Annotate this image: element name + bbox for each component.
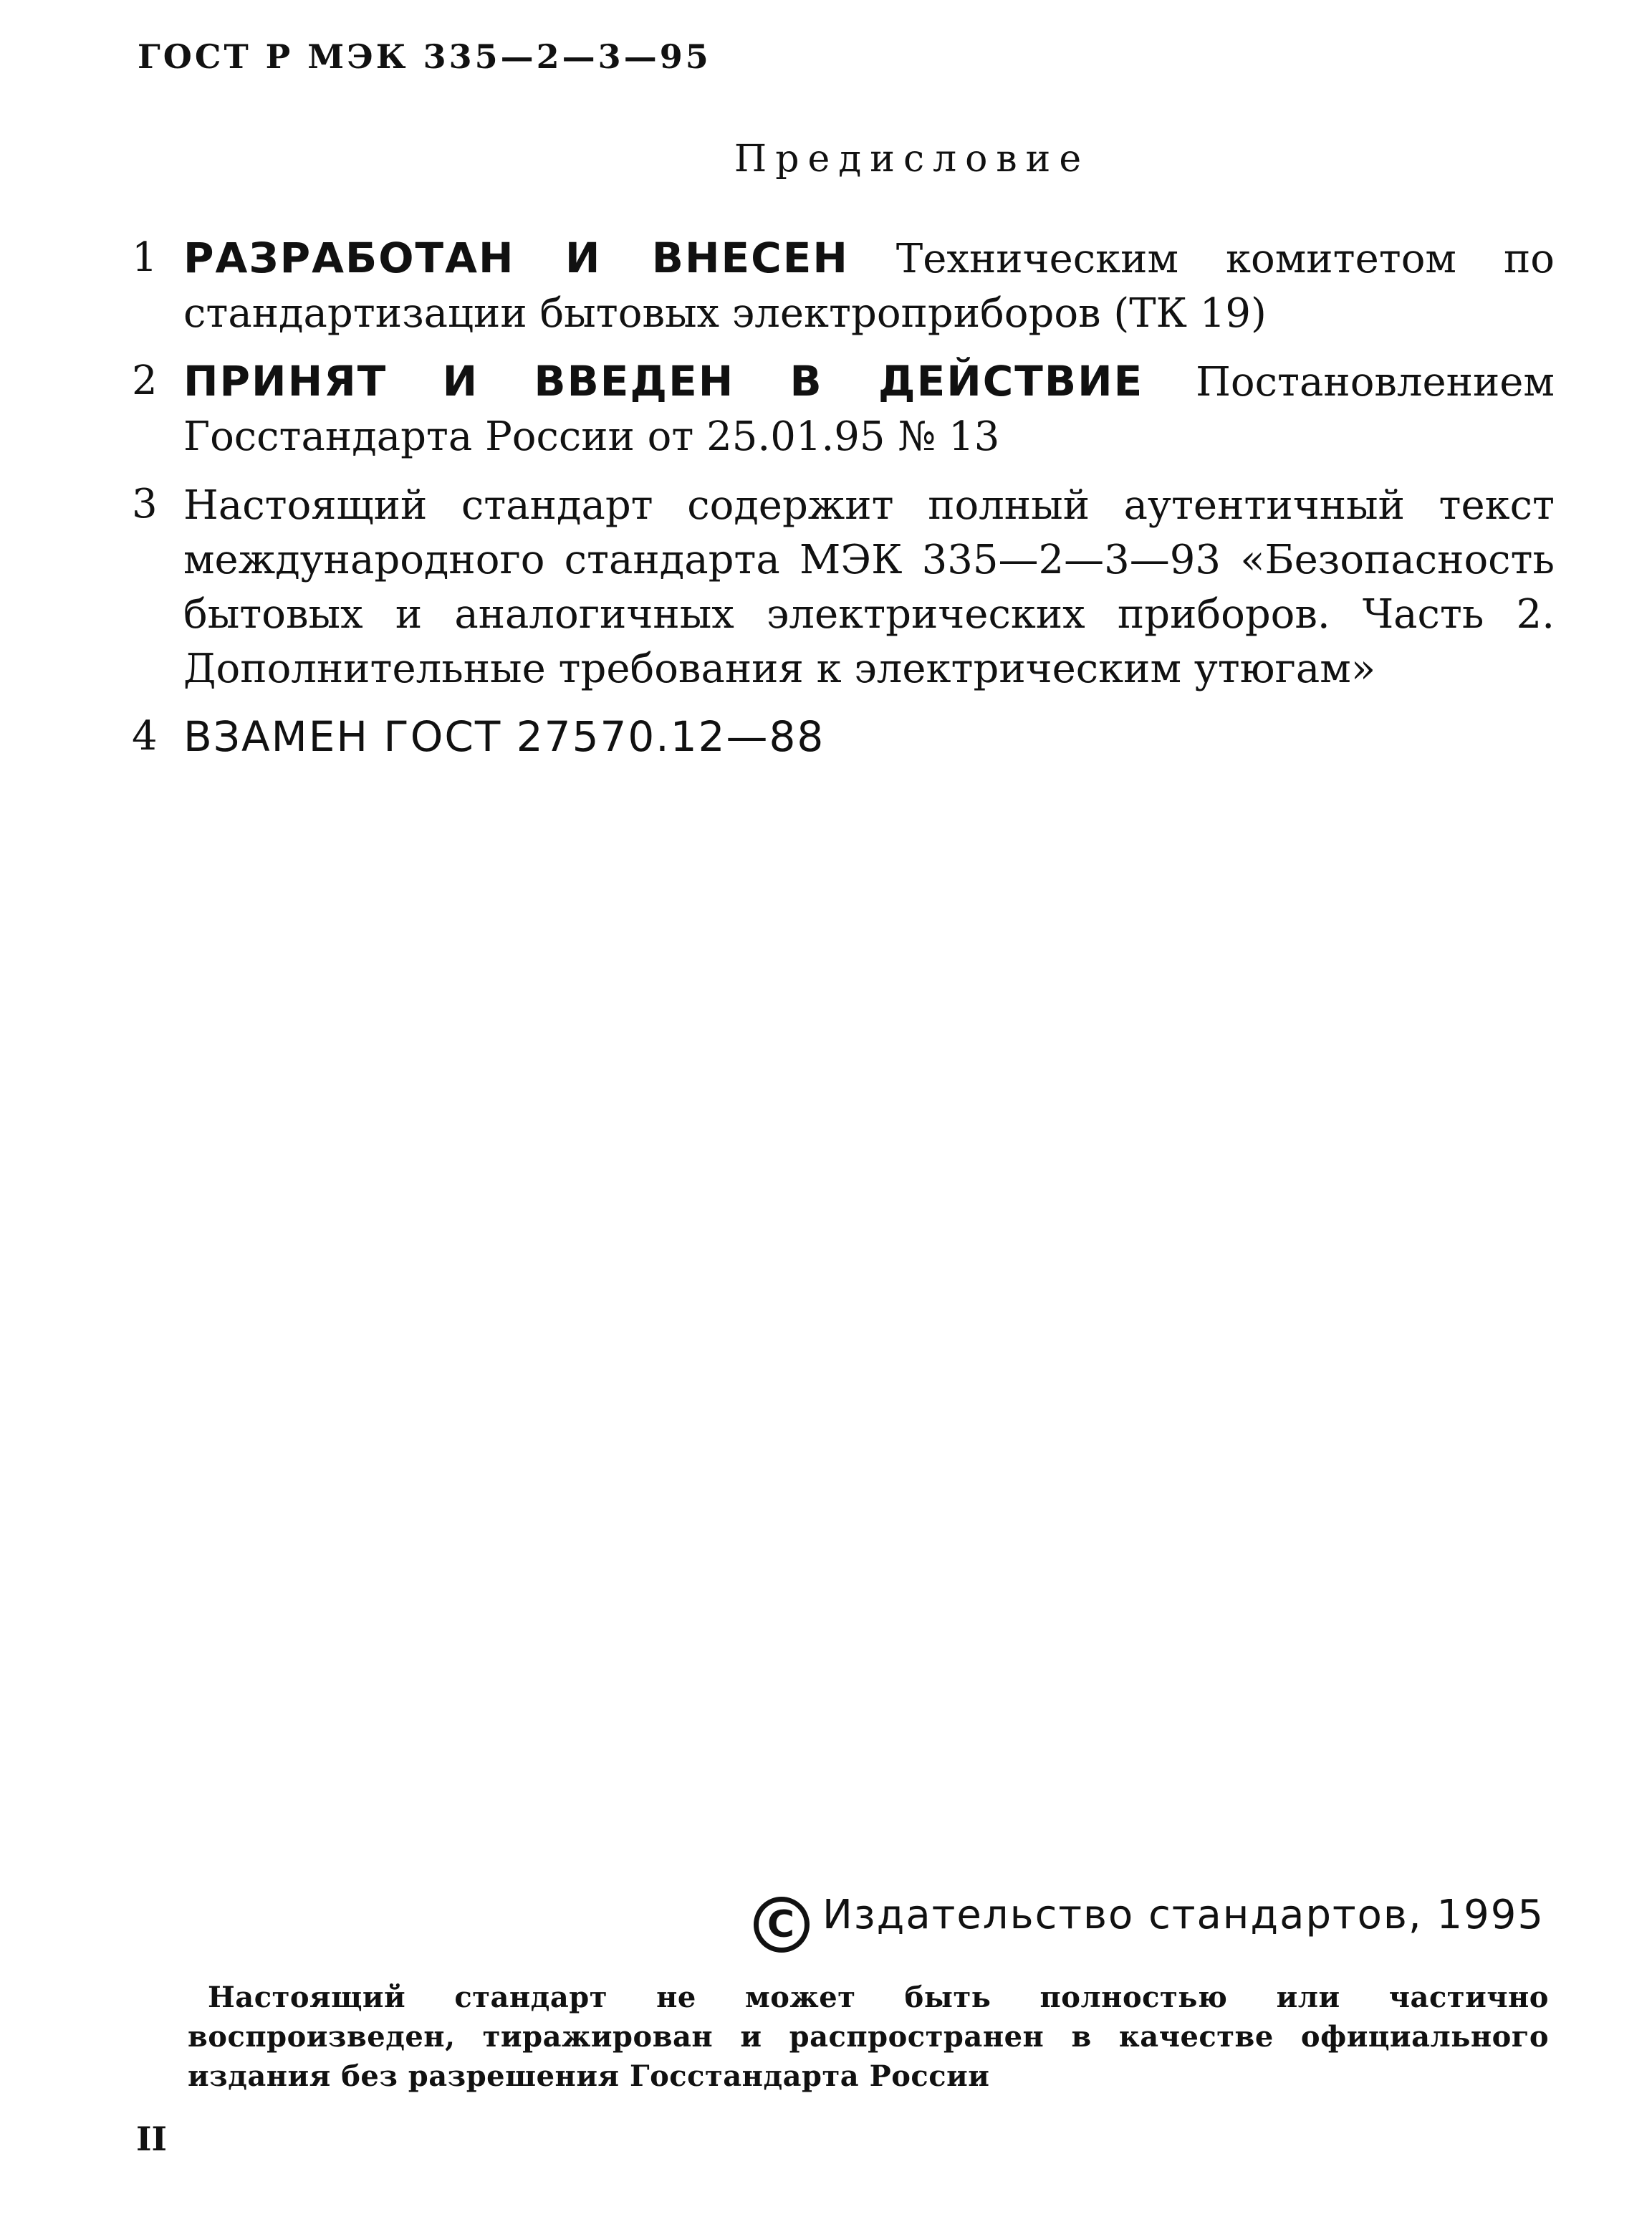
item-text: Постановлением Госстандарта России от 25.01.95 № 13 [183,359,1555,460]
foreword-list [129,231,1555,778]
item-heading: ВЗАМЕН [183,712,369,761]
page-title: Предисловие [734,138,1090,181]
reproduction-notice: Настоящий стандарт не может быть полностью или частично воспроизведен, тиражирован и распространен в качестве официального издания без разрешения Госстандарта России [188,1981,1549,2093]
document-code: ГОСТ Р МЭК 335—2—3—95 [138,37,711,76]
page-number: II [136,2120,168,2158]
foreword-item-3 [129,477,1555,696]
copyright-text: Издательство стандартов, 1995 [822,1892,1545,1938]
item-number: 4 [132,713,158,760]
copyright-line [754,1892,1545,1953]
item-text: Техническим комитетом по стандартизации бытовых электроприборов (ТК 19) [183,236,1555,337]
item-heading: РАЗРАБОТАН И ВНЕСЕН [183,234,849,282]
foreword-item-2 [129,354,1555,464]
item-text: Настоящий стандарт содержит полный аутентичный текст международного стандарта МЭК 335—2—3—93 «Безопасность бытовых и аналогичных электрических приборов. Часть 2. Дополнительные требования к электрическим утюгам» [183,482,1555,692]
item-number: 2 [132,358,158,404]
copyright-icon: C [754,1897,810,1953]
item-text: ГОСТ 27570.12—88 [368,712,825,761]
item-heading: ПРИНЯТ И ВВЕДЕН В ДЕЙСТВИЕ [183,357,1144,406]
foreword-item-1 [129,231,1555,341]
foreword-item-4 [129,709,1555,765]
item-number: 1 [132,234,158,281]
item-number: 3 [132,481,158,527]
